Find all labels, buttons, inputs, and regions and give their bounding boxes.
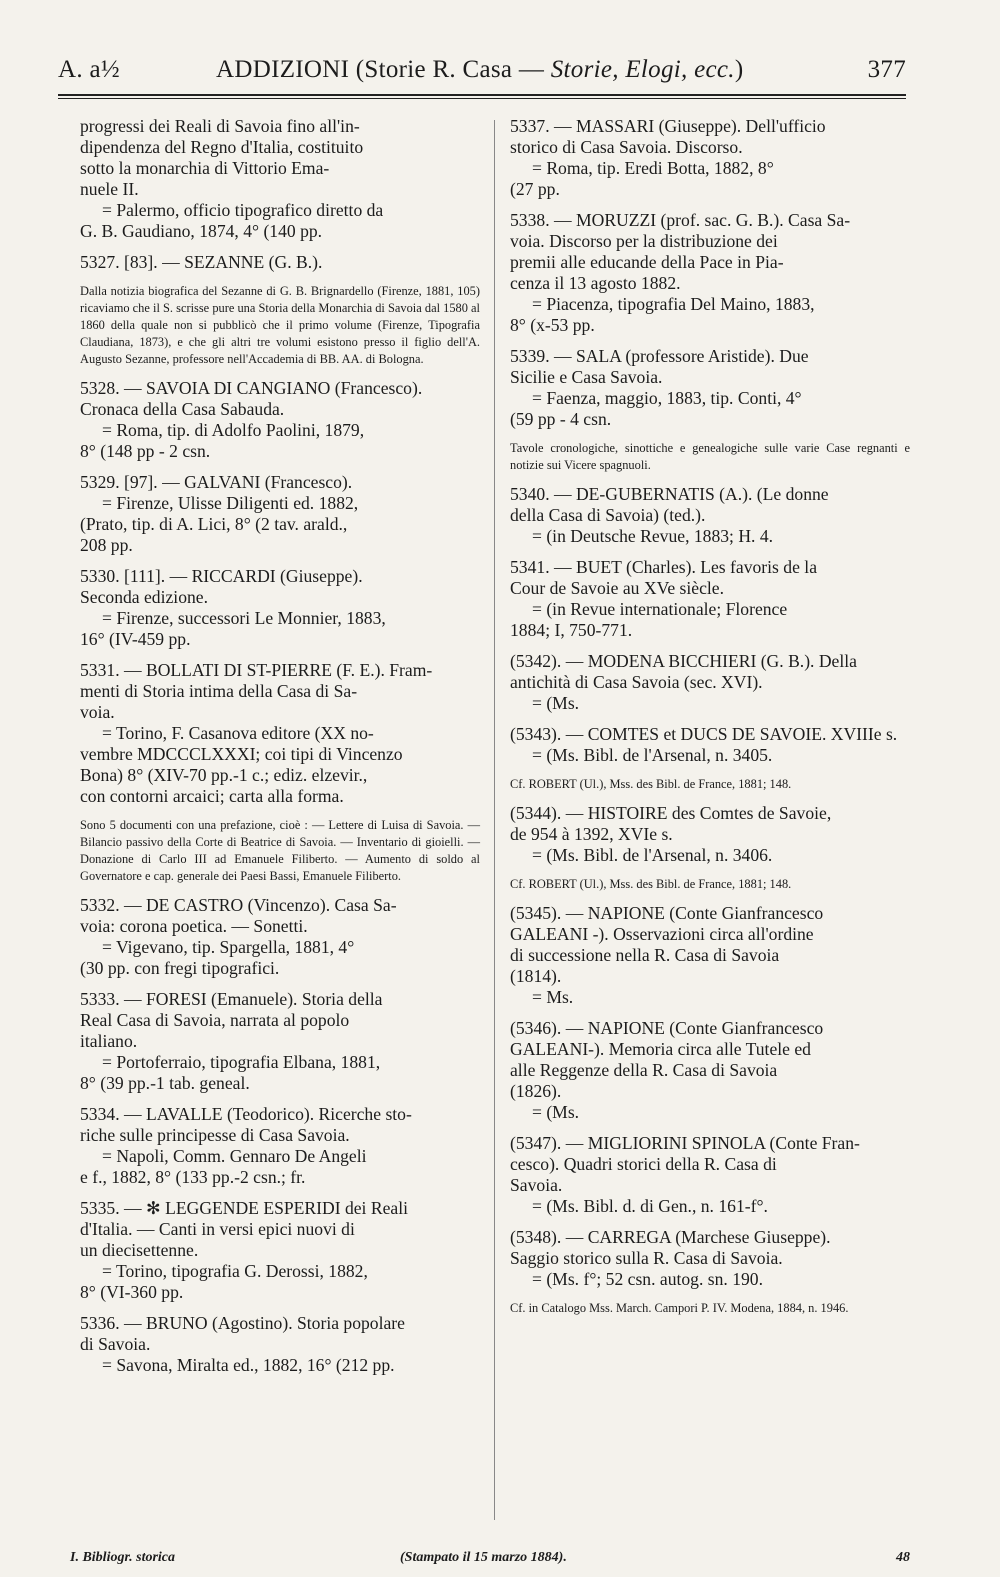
entry-line: = (Ms.	[532, 1102, 580, 1122]
entry-line: 5331. — BOLLATI DI ST-PIERRE (F. E.). Fram-	[80, 660, 433, 680]
bibliography-entry	[510, 1018, 910, 1123]
bibliography-entry	[510, 903, 910, 1008]
entry-line: = Firenze, successori Le Monnier, 1883,	[102, 608, 386, 628]
entry-line: GALEANI -). Osservazioni circa all'ordine	[510, 924, 814, 944]
entry-line: (5345). — NAPIONE (Conte Gianfrancesco	[510, 903, 824, 923]
entry-line: con contorni arcaici; carta alla forma.	[80, 786, 344, 806]
entry-line: GALEANI-). Memoria circa alle Tutele ed	[510, 1039, 811, 1059]
entry-line: = Faenza, maggio, 1883, tip. Conti, 4°	[532, 388, 802, 408]
bibliography-entry	[80, 378, 480, 462]
entry-line: 5327. [83]. — SEZANNE (G. B.).	[80, 252, 323, 272]
bibliography-entry	[80, 252, 480, 273]
entry-line: (59 pp - 4 csn.	[510, 409, 612, 429]
entry-line: = Roma, tip. Eredi Botta, 1882, 8°	[532, 158, 774, 178]
entry-line: 5332. — DE CASTRO (Vincenzo). Casa Sa-	[80, 895, 397, 915]
entry-line: Cronaca della Casa Sabauda.	[80, 399, 285, 419]
entry-line: = (Ms. Bibl. d. di Gen., n. 161-f°.	[532, 1196, 768, 1216]
entry-line: cesco). Quadri storici della R. Casa di	[510, 1154, 777, 1174]
bibliography-entry	[510, 484, 910, 547]
footer-print-date: (Stampato il 15 marzo 1884).	[400, 1550, 567, 1565]
right-column	[510, 116, 910, 1327]
entry-line: menti di Storia intima della Casa di Sa-	[80, 681, 358, 701]
entry-line: (5344). — HISTOIRE des Comtes de Savoie,	[510, 803, 832, 823]
left-column	[80, 116, 480, 1386]
running-header	[58, 56, 906, 96]
bibliography-entry	[80, 895, 480, 979]
bibliography-entry	[80, 472, 480, 556]
entry-line: un diecisettenne.	[80, 1240, 199, 1260]
entry-note: Dalla notizia biografica del Sezanne di G. B. Brignardello (Firenze, 1881, 105) ricaviamo che il S. scrisse pure una Storia della Monarchia di Savoia dal 1580 al 1860 della quale non si pubblicò che il primo volume (Firenze, Tipografia Claudiana, 1873), e che gli altri tre volumi esistono presso il figlio dell'A. Augusto Sezanne, professore nell'Accademia di BB. AA. di Bologna.	[80, 284, 480, 366]
bibliography-entry	[510, 1133, 910, 1217]
entry-line: 8° (VI-360 pp.	[80, 1282, 184, 1302]
entry-line: = Torino, F. Casanova editore (XX no-	[102, 723, 374, 743]
page-footer	[70, 1550, 910, 1572]
entry-line: = (Ms. Bibl. de l'Arsenal, n. 3406.	[532, 845, 773, 865]
entry-line: antichità di Casa Savoia (sec. XVI).	[510, 672, 763, 692]
header-rule-thin	[58, 98, 906, 99]
bibliography-entry	[80, 1313, 480, 1376]
entry-note: Cf. in Catalogo Mss. March. Campori P. IV. Modena, 1884, n. 1946.	[510, 1301, 849, 1315]
entry-line: 8° (148 pp - 2 csn.	[80, 441, 211, 461]
entry-line: (5342). — MODENA BICCHIERI (G. B.). Della	[510, 651, 857, 671]
bibliography-entry	[510, 557, 910, 641]
bibliography-entry	[510, 210, 910, 336]
entry-line: di successione nella R. Casa di Savoia	[510, 945, 780, 965]
entry-note: Cf. ROBERT (Ul.), Mss. des Bibl. de France, 1881; 148.	[510, 777, 792, 791]
entry-line: e f., 1882, 8° (133 pp.-2 csn.; fr.	[80, 1167, 306, 1187]
entry-line: sotto la monarchia di Vittorio Ema-	[80, 158, 330, 178]
entry-line: = (in Revue internationale; Florence	[532, 599, 788, 619]
entry-line: d'Italia. — Canti in versi epici nuovi di	[80, 1219, 355, 1239]
entry-line: voia: corona poetica. — Sonetti.	[80, 916, 308, 936]
entry-line: 5335. — ✻ LEGGENDE ESPERIDI dei Reali	[80, 1198, 408, 1218]
entry-line: Bona) 8° (XIV-70 pp.-1 c.; ediz. elzevir.,	[80, 765, 368, 785]
bibliography-entry	[80, 1104, 480, 1188]
entry-line: G. B. Gaudiano, 1874, 4° (140 pp.	[80, 221, 323, 241]
entry-line: = Torino, tipografia G. Derossi, 1882,	[102, 1261, 368, 1281]
entry-line: de 954 à 1392, XVIe s.	[510, 824, 673, 844]
entry-line: vembre MDCCCLXXXI; coi tipi di Vincenzo	[80, 744, 403, 764]
entry-line: = Portoferraio, tipografia Elbana, 1881,	[102, 1052, 381, 1072]
running-title-italic: Storie, Elogi, ecc.	[550, 56, 735, 83]
entry-line: Cour de Savoie au XVe siècle.	[510, 578, 724, 598]
entry-line: = Ms.	[532, 987, 574, 1007]
bibliography-entry	[510, 1227, 910, 1290]
entry-line: premii alle educande della Pace in Pia-	[510, 252, 784, 272]
bibliography-entry	[510, 346, 910, 430]
entry-line: storico di Casa Savoia. Discorso.	[510, 137, 743, 157]
running-title-suffix: )	[734, 56, 744, 83]
entry-line: = (Ms.	[532, 693, 580, 713]
entry-line: 5329. [97]. — GALVANI (Francesco).	[80, 472, 353, 492]
entry-line: 5328. — SAVOIA DI CANGIANO (Francesco).	[80, 378, 423, 398]
entry-note: Tavole cronologiche, sinottiche e genealogiche sulle varie Case regnanti e notizie sui Vicere spagnuoli.	[510, 441, 910, 472]
entry-line: (1826).	[510, 1081, 562, 1101]
entry-line: Saggio storico sulla R. Casa di Savoia.	[510, 1248, 783, 1268]
entry-line: Savoia.	[510, 1175, 563, 1195]
entry-line: (30 pp. con fregi tipografici.	[80, 958, 280, 978]
entry-line: (27 pp.	[510, 179, 560, 199]
entry-line: 208 pp.	[80, 535, 133, 555]
entry-note: Cf. ROBERT (Ul.), Mss. des Bibl. de France, 1881; 148.	[510, 877, 792, 891]
entry-line: voia. Discorso per la distribuzione dei	[510, 231, 778, 251]
entry-line: 5338. — MORUZZI (prof. sac. G. B.). Casa Sa-	[510, 210, 851, 230]
bibliography-entry	[510, 803, 910, 866]
bibliography-entry	[80, 116, 480, 242]
bibliography-entry	[80, 660, 480, 807]
entry-line: dipendenza del Regno d'Italia, costituito	[80, 137, 364, 157]
entry-note: Sono 5 documenti con una prefazione, cioè : — Lettere di Luisa di Savoia. — Bilancio passivo della Corte di Beatrice di Savoia. — Inventario di gioielli. — Donazione di Carlo III ad Emanuele Filiberto. — Aumento di soldo al Governatore e cap. generale dei Paesi Bassi, Emanuele Filiberto.	[80, 818, 480, 883]
entry-line: = Palermo, officio tipografico diretto da	[102, 200, 384, 220]
column-separator	[494, 120, 495, 1520]
entry-line: (5348). — CARREGA (Marchese Giuseppe).	[510, 1227, 831, 1247]
entry-line: Sicilie e Casa Savoia.	[510, 367, 663, 387]
entry-line: (5346). — NAPIONE (Conte Gianfrancesco	[510, 1018, 824, 1038]
entry-line: = Vigevano, tip. Spargella, 1881, 4°	[102, 937, 355, 957]
bibliography-entry	[80, 1198, 480, 1303]
entry-line: nuele II.	[80, 179, 139, 199]
entry-line: voia.	[80, 702, 115, 722]
entry-line: = (Ms. Bibl. de l'Arsenal, n. 3405.	[532, 745, 773, 765]
running-title-prefix: ADDIZIONI (Storie R. Casa —	[216, 56, 551, 83]
signature-mark: A. a½	[58, 56, 120, 83]
entry-line: = Firenze, Ulisse Diligenti ed. 1882,	[102, 493, 359, 513]
bibliography-entry	[510, 116, 910, 200]
entry-line: 5330. [111]. — RICCARDI (Giuseppe).	[80, 566, 363, 586]
entry-line: 16° (IV-459 pp.	[80, 629, 191, 649]
running-title	[216, 56, 744, 84]
bibliography-entry	[510, 724, 910, 766]
entry-line: di Savoia.	[80, 1334, 151, 1354]
entry-line: 5336. — BRUNO (Agostino). Storia popolare	[80, 1313, 405, 1333]
entry-line: 5334. — LAVALLE (Teodorico). Ricerche sto-	[80, 1104, 412, 1124]
entry-line: riche sulle principesse di Casa Savoia.	[80, 1125, 350, 1145]
entry-line: = Napoli, Comm. Gennaro De Angeli	[102, 1146, 367, 1166]
bibliography-entry	[510, 651, 910, 714]
entry-line: (5347). — MIGLIORINI SPINOLA (Conte Fran-	[510, 1133, 860, 1153]
entry-line: Seconda edizione.	[80, 587, 208, 607]
entry-line: = Savona, Miralta ed., 1882, 16° (212 pp.	[102, 1355, 395, 1375]
entry-line: 5341. — BUET (Charles). Les favoris de la	[510, 557, 818, 577]
entry-line: Real Casa di Savoia, narrata al popolo	[80, 1010, 350, 1030]
header-rule-thick	[58, 94, 906, 96]
entry-line: 1884; I, 750-771.	[510, 620, 633, 640]
entry-line: progressi dei Reali di Savoia fino all'in-	[80, 116, 360, 136]
bibliography-entry	[80, 989, 480, 1094]
entry-line: italiano.	[80, 1031, 138, 1051]
entry-line: 5337. — MASSARI (Giuseppe). Dell'ufficio	[510, 116, 826, 136]
entry-line: 5339. — SALA (professore Aristide). Due	[510, 346, 809, 366]
footer-signature: I. Bibliogr. storica	[70, 1550, 176, 1565]
entry-line: 8° (39 pp.-1 tab. geneal.	[80, 1073, 250, 1093]
entry-line: (1814).	[510, 966, 562, 986]
entry-line: = Roma, tip. di Adolfo Paolini, 1879,	[102, 420, 365, 440]
entry-line: 5340. — DE-GUBERNATIS (A.). (Le donne	[510, 484, 829, 504]
footer-sheet-number: 48	[896, 1550, 910, 1565]
entry-line: = Piacenza, tipografia Del Maino, 1883,	[532, 294, 815, 314]
entry-line: alle Reggenze della R. Casa di Savoia	[510, 1060, 778, 1080]
entry-line: 5333. — FORESI (Emanuele). Storia della	[80, 989, 383, 1009]
entry-line: cenza il 13 agosto 1882.	[510, 273, 681, 293]
bibliography-entry	[80, 566, 480, 650]
entry-line: 8° (x-53 pp.	[510, 315, 595, 335]
entry-line: = (in Deutsche Revue, 1883; H. 4.	[532, 526, 774, 546]
entry-line: della Casa di Savoia) (ted.).	[510, 505, 706, 525]
entry-line: = (Ms. f°; 52 csn. autog. sn. 190.	[532, 1269, 764, 1289]
page-number: 377	[867, 56, 906, 83]
entry-line: (Prato, tip. di A. Lici, 8° (2 tav. arald.,	[80, 514, 348, 534]
entry-line: (5343). — COMTES et DUCS DE SAVOIE. XVIIIe s.	[510, 724, 898, 744]
